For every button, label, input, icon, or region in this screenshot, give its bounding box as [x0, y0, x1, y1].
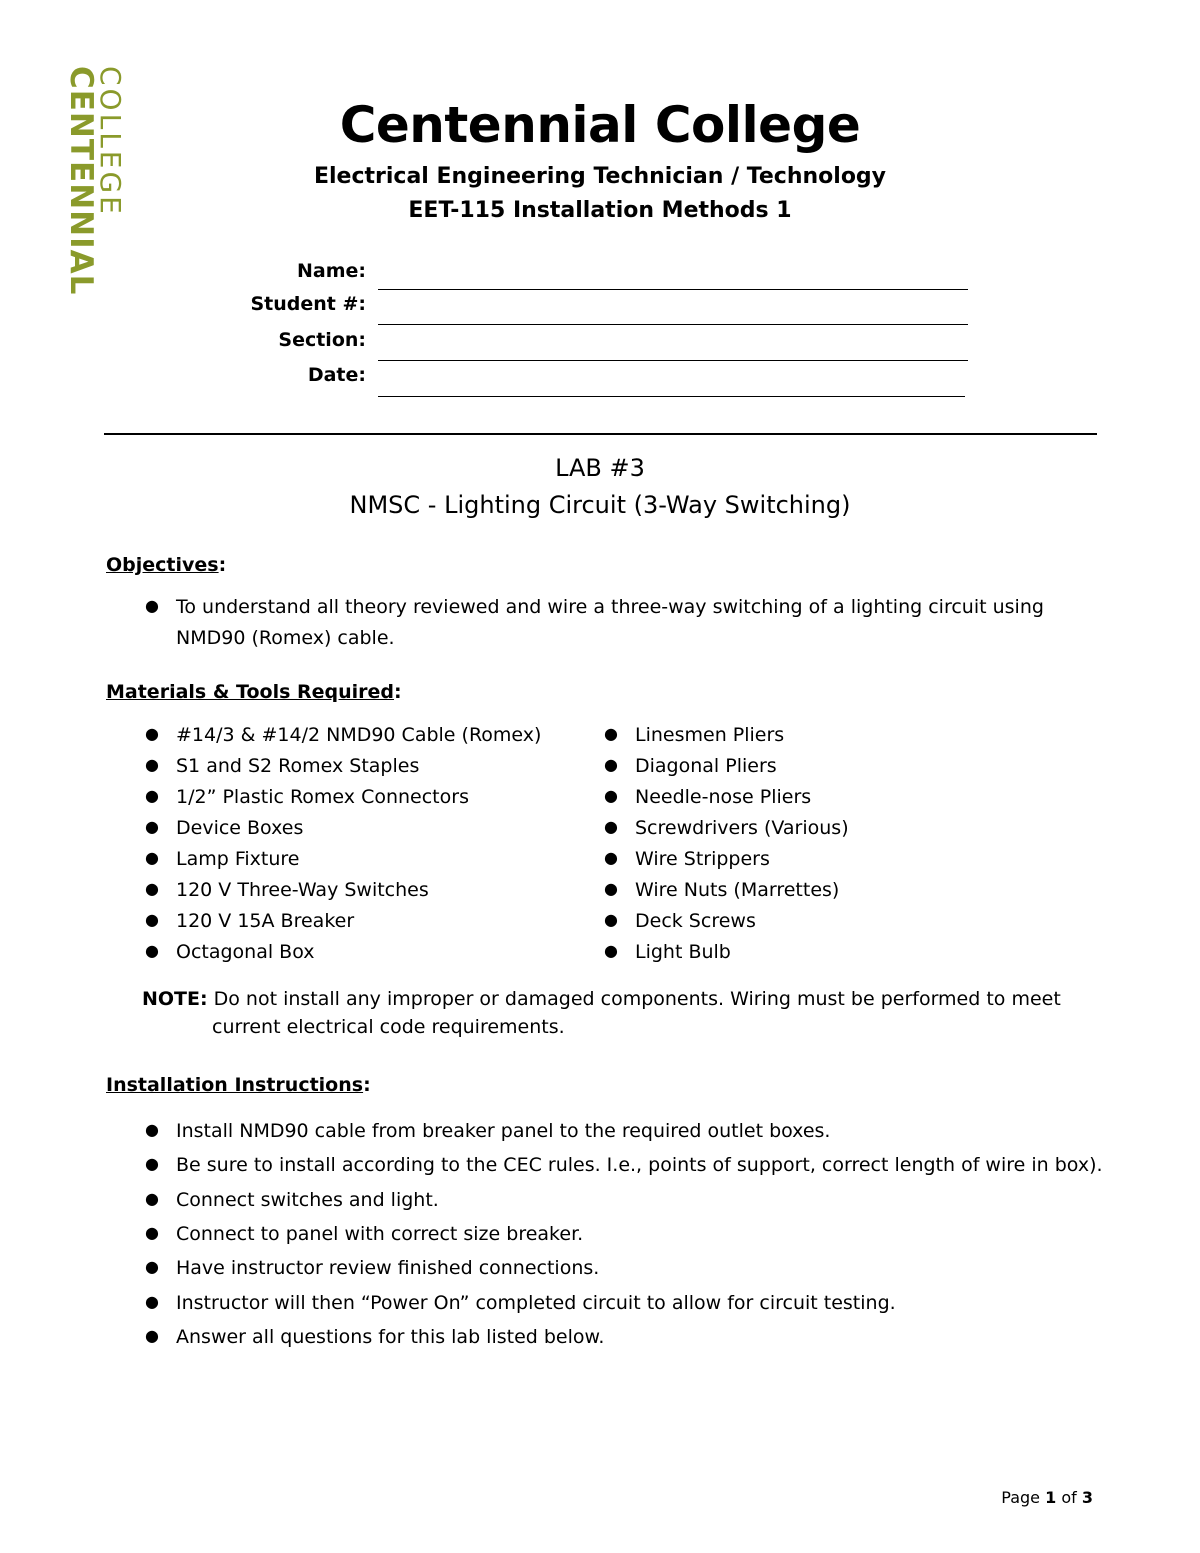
list-item: ● Have instructor review finished connections. [145, 1257, 600, 1279]
section-label: Section: [278, 329, 366, 351]
list-item: ● Deck Screws [604, 910, 756, 932]
lab-number: LAB #3 [555, 454, 645, 482]
page-number: Page 1 of 3 [1001, 1488, 1093, 1507]
bullet-icon: ● [145, 1292, 159, 1311]
bullet-icon: ● [604, 941, 618, 960]
installation-heading: Installation Instructions: [106, 1074, 371, 1096]
header-divider [104, 433, 1097, 435]
list-item: ● #14/3 & #14/2 NMD90 Cable (Romex) [145, 724, 542, 746]
list-item: ● Linesmen Pliers [604, 724, 785, 746]
lab-title: NMSC - Lighting Circuit (3-Way Switching) [349, 491, 851, 519]
list-item: ● Wire Strippers [604, 848, 770, 870]
bullet-icon: ● [604, 817, 618, 836]
bullet-icon: ● [145, 755, 159, 774]
bullet-icon: ● [145, 724, 159, 743]
note-paragraph [142, 988, 1061, 1010]
name-label: Name: [296, 260, 366, 282]
bullet-icon: ● [145, 1154, 159, 1173]
objectives-heading: Objectives: [106, 554, 227, 576]
section-field[interactable] [378, 360, 968, 361]
bullet-icon: ● [145, 941, 159, 960]
list-item: ● Connect to panel with correct size breaker. [145, 1223, 584, 1245]
bullet-icon: ● [145, 1223, 159, 1242]
list-item: ● To understand all theory reviewed and wire a three-way switching of a lighting circuit using [145, 596, 1044, 618]
note-label: NOTE: [142, 988, 208, 1010]
list-item: ● 120 V 15A Breaker [145, 910, 355, 932]
bullet-icon: ● [145, 1120, 159, 1139]
bullet-icon: ● [145, 596, 159, 615]
list-item: ● S1 and S2 Romex Staples [145, 755, 420, 777]
list-item: ● Wire Nuts (Marrettes) [604, 879, 840, 901]
program-name: Electrical Engineering Technician / Technology [313, 164, 887, 189]
list-item: ● Diagonal Pliers [604, 755, 777, 777]
bullet-icon: ● [145, 786, 159, 805]
date-field[interactable] [378, 396, 965, 397]
bullet-icon: ● [145, 910, 159, 929]
list-item: ● Octagonal Box [145, 941, 315, 963]
course-name: EET-115 Installation Methods 1 [408, 198, 792, 223]
college-name: Centennial College [339, 96, 861, 154]
name-field[interactable] [378, 289, 968, 290]
bullet-icon: ● [604, 910, 618, 929]
bullet-icon: ● [604, 755, 618, 774]
bullet-icon: ● [604, 786, 618, 805]
list-item: ● Device Boxes [145, 817, 304, 839]
list-item: ● Instructor will then “Power On” completed circuit to allow for circuit testing. [145, 1292, 896, 1314]
list-item: ● Lamp Fixture [145, 848, 300, 870]
bullet-icon: ● [145, 1189, 159, 1208]
student-number-label: Student #: [250, 293, 366, 315]
list-item: ● Screwdrivers (Various) [604, 817, 849, 839]
bullet-icon: ● [145, 848, 159, 867]
bullet-icon: ● [145, 817, 159, 836]
student-number-field[interactable] [378, 324, 968, 325]
list-item: ● 120 V Three-Way Switches [145, 879, 429, 901]
bullet-icon: ● [145, 1326, 159, 1345]
note-text: Do not install any improper or damaged components. Wiring must be performed to meet [213, 988, 1061, 1010]
bullet-icon: ● [145, 879, 159, 898]
list-item: ● Connect switches and light. [145, 1189, 439, 1211]
list-item: ● Be sure to install according to the CEC rules. I.e., points of support, correct length of wire in box). [145, 1154, 1103, 1176]
note-continuation: current electrical code requirements. [212, 1016, 565, 1038]
bullet-icon: ● [604, 848, 618, 867]
list-item: ● Light Bulb [604, 941, 731, 963]
list-item: ● 1/2” Plastic Romex Connectors [145, 786, 469, 808]
list-item: ● Install NMD90 cable from breaker panel to the required outlet boxes. [145, 1120, 831, 1142]
list-item-continuation: NMD90 (Romex) cable. [176, 627, 395, 649]
list-item: ● Answer all questions for this lab listed below. [145, 1326, 605, 1348]
bullet-icon: ● [145, 1257, 159, 1276]
logo-line-centennial: CENTENNIAL [63, 66, 99, 296]
list-item: ● Needle-nose Pliers [604, 786, 812, 808]
bullet-icon: ● [604, 724, 618, 743]
logo-line-college: COLLEGE [94, 66, 127, 217]
date-label: Date: [307, 364, 366, 386]
bullet-icon: ● [604, 879, 618, 898]
materials-heading: Materials & Tools Required: [106, 681, 402, 703]
